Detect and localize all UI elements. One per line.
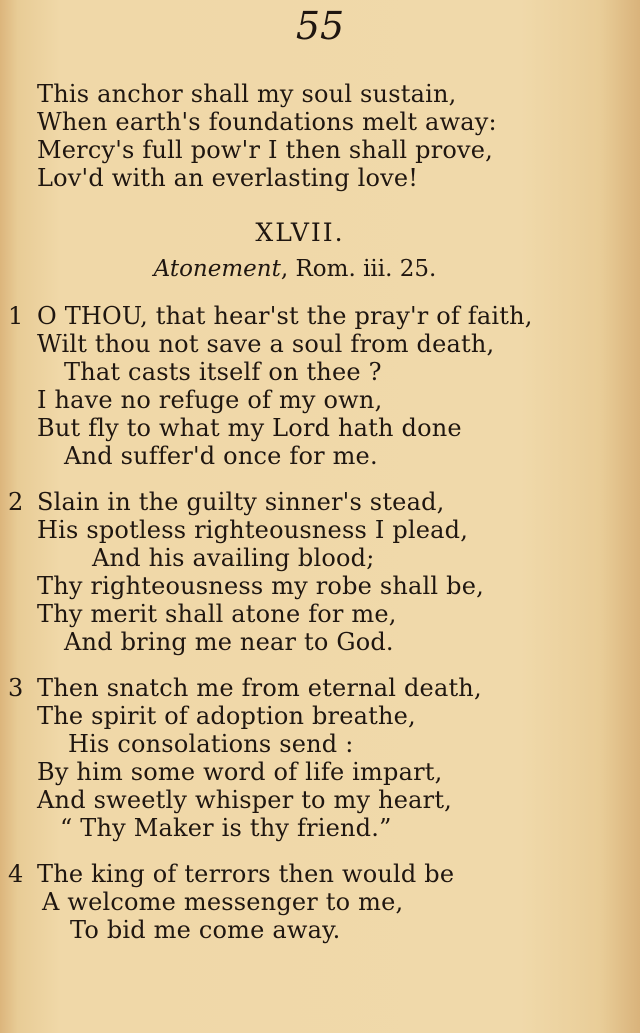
stanza-number: 2 (8, 488, 24, 516)
opening-line: When earth's foundations melt away: (37, 108, 497, 136)
stanza-line: By him some word of life impart, (37, 758, 443, 786)
opening-line: Mercy's full pow'r I then shall prove, (37, 136, 494, 164)
stanza-line: The spirit of adoption breathe, (37, 702, 416, 730)
opening-line: This anchor shall my soul sustain, (37, 80, 457, 108)
stanza-line: His spotless righteousness I plead, (37, 516, 469, 544)
stanza-line: Thy merit shall atone for me, (37, 600, 397, 628)
subtitle-comma: , (280, 256, 296, 282)
stanza-line: But fly to what my Lord hath done (37, 414, 462, 442)
stanza-line: “ Thy Maker is thy friend.” (60, 814, 392, 842)
hymn-subtitle (0, 256, 590, 282)
stanza-line: I have no refuge of my own, (37, 386, 383, 414)
stanza-line: And his availing blood; (92, 544, 375, 572)
stanza-line: That casts itself on thee ? (64, 358, 382, 386)
stanza-line: Wilt thou not save a soul from death, (37, 330, 495, 358)
stanza-number: 4 (8, 860, 24, 888)
stanza-line: Slain in the guilty sinner's stead, (37, 488, 445, 516)
stanza-line: A welcome messenger to me, (42, 888, 404, 916)
stanza-number: 3 (8, 674, 24, 702)
stanza-line: To bid me come away. (70, 916, 341, 944)
stanza-line: His consolations send : (68, 730, 354, 758)
stanza-line: Then snatch me from eternal death, (37, 674, 482, 702)
stanza-line: O THOU, that hear'st the pray'r of faith, (37, 302, 533, 330)
stanza-number: 1 (8, 302, 24, 330)
stanza-line: Thy righteousness my robe shall be, (37, 572, 484, 600)
stanza-line: And sweetly whisper to my heart, (37, 786, 452, 814)
stanza-line: The king of terrors then would be (37, 860, 455, 888)
page-number: 55 (295, 4, 345, 48)
opening-line: Lov'd with an everlasting love! (37, 164, 419, 192)
stanza-line: And bring me near to God. (64, 628, 394, 656)
hymn-number: XLVII. (255, 218, 345, 247)
hymn-topic: Atonement (153, 256, 281, 282)
stanza-line: And suffer'd once for me. (64, 442, 378, 470)
hymn-reference: Rom. iii. 25. (295, 256, 437, 282)
